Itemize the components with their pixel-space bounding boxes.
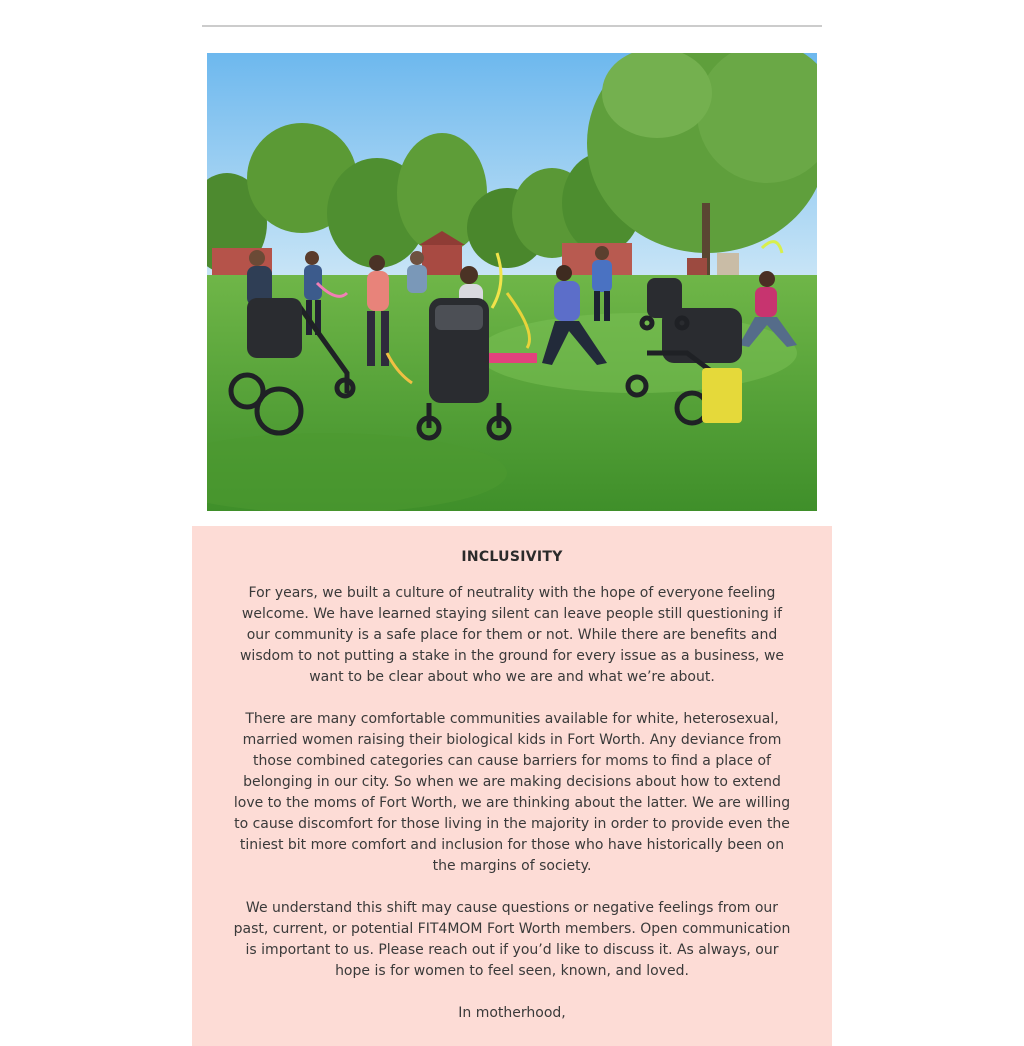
top-divider [202,25,822,27]
section-heading: INCLUSIVITY [461,549,563,565]
signoff-text: In motherhood, [458,1005,566,1021]
paragraph-3: We understand this shift may cause questions or negative feelings from our past, current, or potential FIT4MOM Fort Worth members. Open communication is important to us. Please reach out if you’d like to discuss it. As always, our hope is for women to feel seen, known, and loved. [233,900,791,979]
paragraph-2: There are many comfortable communities available for white, heterosexual, married women raising their biological kids in Fort Worth. Any deviance from those combined categories can cause barriers for moms to find a place of belonging in our city. So when we are making decisions about how to extend love to the moms of Fort Worth, we are thinking about the latter. We are willing to cause discomfort for those living in the majority in order to provide even the tiniest bit more comfort and inclusion for those who have historically been on the margins of society. [233,711,791,874]
park-scene-illustration [207,53,817,511]
group-fitness-photo [207,53,817,511]
inclusivity-card [192,526,832,1046]
paragraph-1: For years, we built a culture of neutrality with the hope of everyone feeling welcome. We have learned staying silent can leave people still questioning if our community is a safe place for them or not. While there are benefits and wisdom to not putting a stake in the ground for every issue as a business, we want to be clear about who we are and what we’re about. [239,585,785,685]
